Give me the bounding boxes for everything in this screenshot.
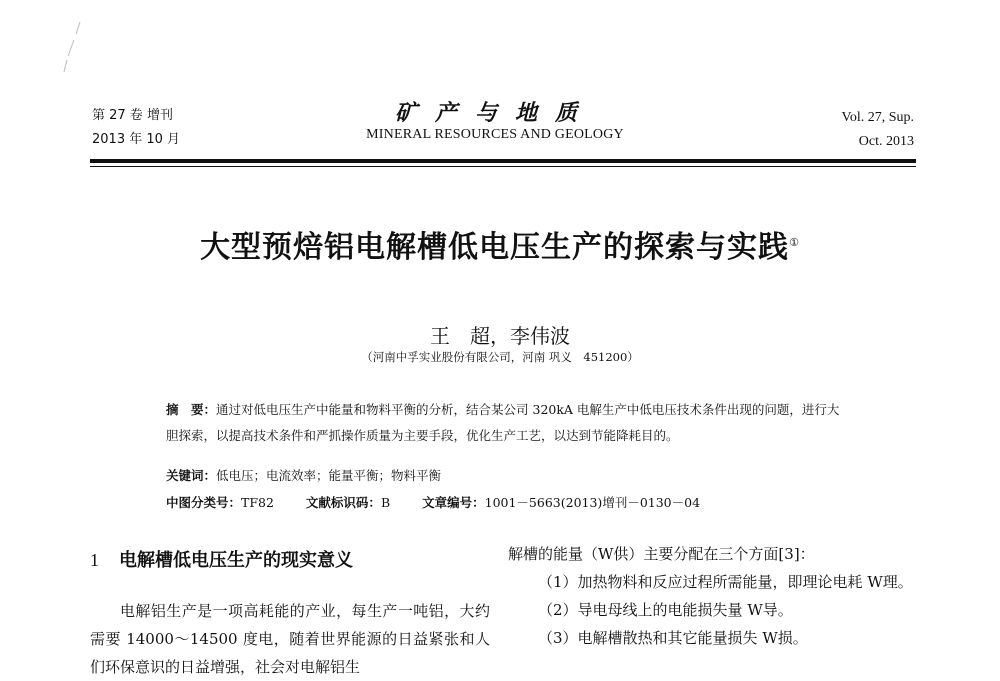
article-title-text: 大型预焙铝电解槽低电压生产的探索与实践 [200,230,790,265]
volume-cn: 第 27 卷 增刊 [92,108,173,123]
right-column [508,540,918,652]
energy-intro: 解槽的能量（W供）主要分配在三个方面[3]： [508,545,815,563]
abstract-text: 通过对低电压生产中能量和物料平衡的分析，结合某公司 320kA 电解生产中低电压技术条件出现的问题，进行大胆探索，以提高技术条件和严抓操作质量为主要手段，优化生产工艺，以达到节能降耗目的。 [166,402,840,443]
journal-volume-en [714,106,914,154]
abstract-label: 摘 要： [166,402,217,417]
energy-item-2: （2）导电母线上的电能损失量 W导。 [538,601,793,619]
footnote-mark: ① [789,236,800,249]
date-cn: 2013 年 10 月 [92,132,181,147]
keywords-text: 低电压；电流效率；能量平衡；物料平衡 [216,468,442,483]
journal-volume-cn [92,104,180,152]
doc-code-label: 文献标识码： [305,495,381,510]
section-number: 1 [90,550,99,570]
clc [166,495,274,510]
authors: 王 超，李伟波 [430,324,570,348]
header-rule-thin [90,166,916,167]
clc-value: TF82 [241,495,274,510]
margin-scribble [58,20,88,80]
article-number-label: 文章编号： [422,495,485,510]
section-1-heading [90,546,353,572]
section-1-paragraph: 电解铝生产是一项高耗能的产业，每生产一吨铝，大约需要 14000～14500 度电，随着世界能源的日益紧张和人们环保意识的日益增强，社会对电解铝生 [90,602,490,676]
article-number-value: 1001－5663(2013)增刊－0130－04 [484,495,701,510]
keywords-label: 关键词： [166,468,217,483]
clc-label: 中图分类号： [166,495,242,510]
left-column [90,597,490,681]
affiliation: （河南中孚实业股份有限公司，河南 巩义 451200） [361,350,639,364]
section-title: 电解槽低电压生产的现实意义 [119,550,353,571]
doc-code-value: B [380,495,391,510]
classification-line [166,493,840,513]
journal-name-en: MINERAL RESOURCES AND GEOLOGY [366,127,624,142]
header-rule-thick [90,159,916,163]
article-number [422,495,700,510]
energy-item-3: （3）电解槽散热和其它能量损失 W损。 [538,629,808,647]
energy-item-1: （1）加热物料和反应过程所需能量，即理论电耗 W理。 [538,573,913,591]
volume-en: Vol. 27, Sup. [841,110,914,125]
date-en: Oct. 2013 [858,134,914,149]
article-title [0,222,1000,266]
keywords [166,466,840,486]
journal-masthead [330,100,660,144]
doc-code [306,495,390,510]
journal-name-cn: 矿产与地质 [394,100,595,126]
abstract [166,397,840,449]
